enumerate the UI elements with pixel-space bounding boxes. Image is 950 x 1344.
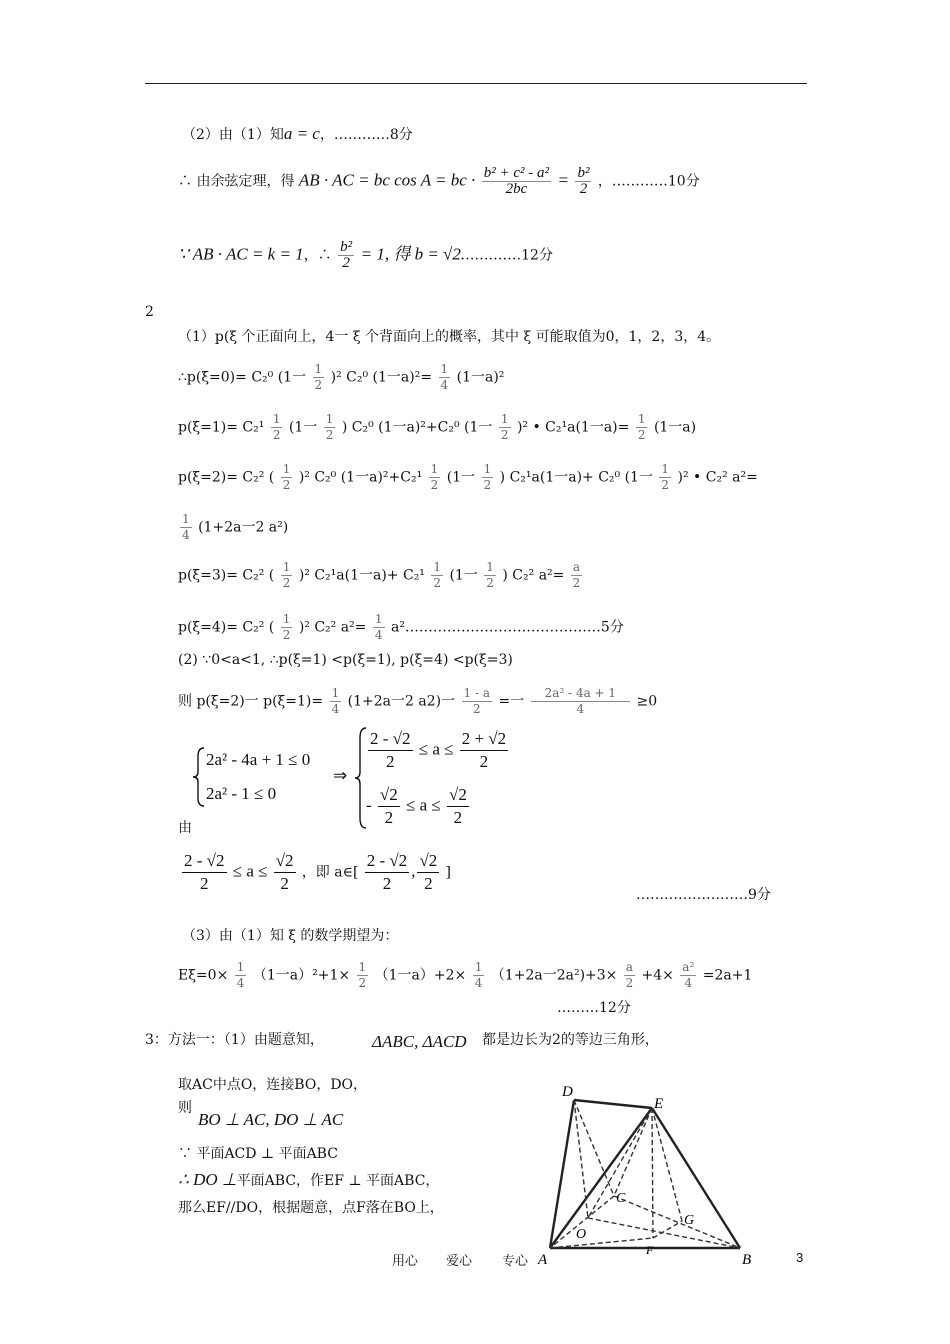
edge-AF bbox=[550, 1238, 653, 1248]
label-O: O bbox=[576, 1227, 587, 1242]
edge-EG bbox=[652, 1108, 682, 1221]
formula-line: Eξ=0× $\frac{1}{4}$ （1一a）²+1× $\frac{1}{2}$ （1一a）+2× $\frac{1}{4}$ （1+2a一2a²)+3× $\frac{a}{2}$ +4× $\frac{\text{a²}}{4}$ =2a+1 bbox=[178, 960, 753, 990]
label-G: G bbox=[684, 1213, 695, 1228]
fraction: $\frac{1}{2}$ bbox=[272, 412, 281, 442]
text-line: （3）由（1）知 ξ 的数学期望为： bbox=[182, 928, 399, 944]
fraction: $\frac{1}{2}$ bbox=[358, 960, 367, 990]
implies-symbol: ⇒ bbox=[333, 766, 348, 785]
label-F: F bbox=[646, 1243, 654, 1257]
label-C: C bbox=[616, 1191, 626, 1206]
text-line: (2) ∵0<a<1, ∴p(ξ=1) <p(ξ=1), p(ξ=4) <p(ξ=3) bbox=[178, 652, 513, 668]
inequality: $\frac{2 - √2}{2}$ ≤ a ≤ $\frac{√2}{2}$ ，即 a∈[ $\frac{2 - √2}{2}$ , $\frac{√2}{2}$ ] bbox=[184, 851, 451, 893]
math-expression: BO ⊥ AC, DO ⊥ AC bbox=[198, 1110, 344, 1129]
fraction: $\frac{\text{b²}}{2}$ bbox=[340, 239, 353, 271]
text-line: 取AC中点O，连接BO，DO， bbox=[178, 1077, 368, 1093]
fraction: $\frac{1}{4}$ bbox=[474, 960, 483, 990]
fraction: $\frac{1}{2}$ bbox=[661, 462, 670, 492]
fraction: $\frac{1}{2}$ bbox=[282, 560, 291, 590]
text-line: ∴ 由余弦定理，得 AB · AC = bc cos A = bc · $\frac{\text{b² + c² - a²}}{2bc}$ = $\frac{\text{b²}}{2}$ ，…………10分 bbox=[178, 165, 700, 197]
edge-EB bbox=[652, 1108, 740, 1248]
fraction: $\frac{\text{a²}}{4}$ bbox=[682, 960, 695, 990]
header-rule bbox=[145, 83, 807, 84]
text-line: ∴ DO ⊥平面ABC，作EF ⊥ 平面ABC， bbox=[178, 1170, 440, 1189]
inequality: $\frac{2 - √2}{2}$ ≤ a ≤ $\frac{2 + √2}{2}$ bbox=[370, 729, 507, 771]
inequality: 2a² - 1 ≤ 0 bbox=[206, 784, 277, 803]
label-E: E bbox=[654, 1096, 664, 1112]
text-line: 3：方法一：（1）由题意知， bbox=[145, 1032, 324, 1048]
footer-motto: 专心 bbox=[502, 1254, 529, 1269]
text-line: （1）p(ξ 个正面向上，4一 ξ 个背面向上的概率，其中 ξ 可能取值为0，1，2，3，4。 bbox=[178, 329, 721, 345]
inequality: - $\frac{√2}{2}$ ≤ a ≤ $\frac{√2}{2}$ bbox=[366, 785, 467, 827]
formula-line: $\frac{1}{4}$ (1+2a一2 a²) bbox=[182, 512, 289, 542]
fraction: $\frac{1}{4}$ bbox=[440, 362, 449, 392]
edge-DA bbox=[550, 1100, 574, 1248]
footer-motto: 用心 bbox=[392, 1254, 419, 1269]
edge-OB bbox=[588, 1218, 740, 1248]
text-line: 由 bbox=[178, 820, 192, 836]
math-expression: ΔABC, ΔACD bbox=[372, 1032, 467, 1051]
page-number: 3 bbox=[796, 1250, 804, 1265]
formula-line: 则 p(ξ=2)一 p(ξ=1)= $\frac{1}{4}$ (1+2a一2 a2)一 $\frac{1 - a}{2}$ =一 $\frac{\text{2a² - 4a + 1}}{4}$ ≥0 bbox=[178, 686, 658, 716]
fraction: $\frac{1}{2}$ bbox=[486, 560, 494, 590]
fraction: $\frac{1}{2}$ bbox=[637, 412, 646, 442]
fraction: $\frac{\text{b² + c² - a²}}{2bc}$ bbox=[483, 165, 550, 197]
label-D: D bbox=[562, 1084, 573, 1100]
formula-line: p(ξ=1)= C₂¹ $\frac{1}{2}$ (1一 $\frac{1}{2}$ ) C₂⁰ (1一a)²+C₂⁰ (1一 $\frac{1}{2}$ )² • C₂¹a(1一a)= $\frac{1}{2}$ (1一a) bbox=[178, 412, 697, 442]
formula-line: p(ξ=2)= C₂² ( $\frac{1}{2}$ )² C₂⁰ (1一a)²+C₂¹ $\frac{1}{2}$ (1一 $\frac{1}{2}$ ) C₂¹a(1一a)+ C₂⁰ (1一 $\frac{1}{2}$ )² • C₂² a²= bbox=[178, 462, 758, 492]
fraction: $\frac{\text{2a² - 4a + 1}}{4}$ bbox=[531, 686, 630, 717]
fraction: $\frac{1}{4}$ bbox=[331, 686, 340, 716]
text-line: ∵ AB · AC = k = 1，∴ $\frac{\text{b²}}{2}$ = 1, 得 b = √2.…………12分 bbox=[178, 239, 553, 271]
edge-DE bbox=[574, 1100, 652, 1108]
fraction: $\frac{\text{b²}}{2}$ bbox=[577, 165, 590, 197]
fraction: $\frac{1}{4}$ bbox=[236, 960, 245, 990]
fraction: $\frac{1}{2}$ bbox=[483, 462, 492, 492]
fraction: $\frac{1}{2}$ bbox=[430, 462, 439, 492]
label-A: A bbox=[538, 1252, 548, 1268]
fraction: $\frac{a}{2}$ bbox=[625, 960, 634, 990]
edge-EF bbox=[652, 1108, 653, 1238]
formula-line: p(ξ=4)= C₂² ( $\frac{1}{2}$ )² C₂² a²= $\frac{1}{4}$ a²……………………………………5分 bbox=[178, 612, 624, 642]
fraction: $\frac{a}{2}$ bbox=[572, 560, 581, 590]
fraction: $\frac{1}{4}$ bbox=[182, 512, 190, 542]
label-B: B bbox=[742, 1252, 752, 1268]
footer-motto: 爱心 bbox=[446, 1254, 473, 1269]
fraction: $\frac{1 - a}{2}$ bbox=[463, 686, 491, 716]
section-number: 2 bbox=[145, 304, 154, 320]
text-line: 那么EF//DO，根据题意，点F落在BO上， bbox=[178, 1200, 444, 1216]
score-marker: ……………………9分 bbox=[636, 887, 771, 903]
fraction: $\frac{1}{2}$ bbox=[314, 362, 323, 392]
text-line: 都是边长为2的等边三角形， bbox=[482, 1032, 659, 1048]
fraction: $\frac{1}{2}$ bbox=[433, 560, 442, 590]
fraction: $\frac{1}{2}$ bbox=[282, 612, 291, 642]
formula-line: ∴p(ξ=0)= C₂⁰ (1一 $\frac{1}{2}$ )² C₂⁰ (1一a)²= $\frac{1}{4}$ (1一a)² bbox=[178, 362, 505, 392]
text-line: （2）由（1）知a = c，…………8分 bbox=[182, 124, 413, 143]
fraction: $\frac{1}{2}$ bbox=[500, 412, 509, 442]
fraction: $\frac{1}{4}$ bbox=[374, 612, 383, 642]
fraction: $\frac{1}{2}$ bbox=[282, 462, 291, 492]
inequality: 2a² - 4a + 1 ≤ 0 bbox=[206, 750, 311, 769]
score-marker: ………12分 bbox=[557, 1000, 631, 1016]
fraction: $\frac{1}{2}$ bbox=[325, 412, 334, 442]
text-line: 则 bbox=[178, 1100, 192, 1116]
text-line: ∵ 平面ACD ⊥ 平面ABC bbox=[178, 1146, 338, 1162]
geometry-figure bbox=[530, 1078, 770, 1270]
formula-line: p(ξ=3)= C₂² ( $\frac{1}{2}$ )² C₂¹a(1一a)+ C₂¹ $\frac{1}{2}$ (1一 $\frac{1}{2}$ ) C₂² a²= $\frac{a}{2}$ bbox=[178, 560, 581, 590]
